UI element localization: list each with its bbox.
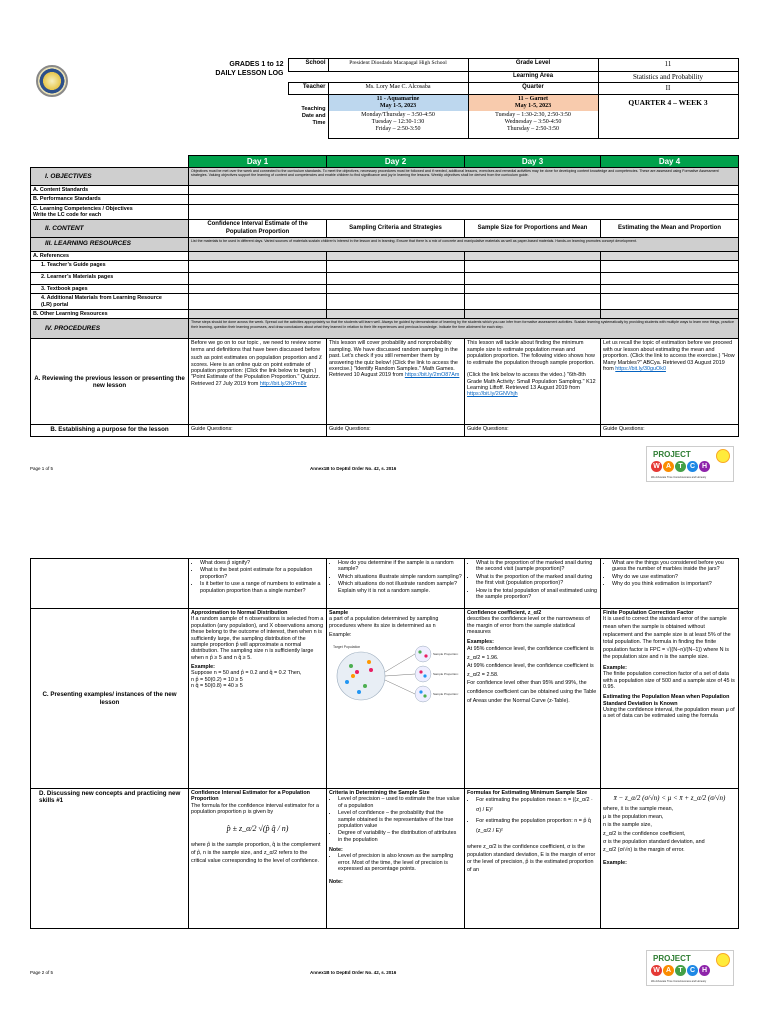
date-label: Teaching Date and Time bbox=[301, 106, 326, 126]
tg-label: 1. Teacher’s Guide pages bbox=[31, 260, 189, 272]
questions-day2: • How do you determine if the sample is a random sample? • Which situations illustrate simple random sampling? • Which situations do not illustrate random sample? Explain why it is not a random sample. bbox=[327, 559, 465, 609]
content-day1: Confidence Interval Estimate of the Population Proportion bbox=[189, 220, 327, 237]
references-label: A. References bbox=[31, 251, 189, 260]
other-resources-label: B. Other Learning Resources bbox=[31, 310, 189, 319]
review-day4-link[interactable]: https://bit.ly/30guOk0 bbox=[615, 365, 666, 372]
footer-2-annex: Annex1B to DepEd Order No. 42, s. 2016 bbox=[310, 970, 397, 975]
svg-text:Sample Proportion 3: Sample Proportion 3 bbox=[433, 691, 459, 696]
quarter-label: Quarter bbox=[468, 83, 598, 94]
day-2-header: Day 2 bbox=[327, 155, 465, 167]
sample-circle-2 bbox=[415, 666, 431, 682]
questions-day1: • What does p̂ signify? • What is the best point estimate for a population proportion? • Is it better to use a range of numbers to estimate a population proportion than a single number? bbox=[189, 559, 327, 609]
log-title: DAILY LESSON LOG bbox=[215, 69, 284, 77]
presenting-day1: Approximation to Normal Distribution If a random sample of n observations is selected from a population (any population), and X observations among these belong to the outcome of interest, then when n is sufficiently large, the sampling distribution of the sample proportion p̂ will approximate a normal distribution. The sampling size n is sufficiently large when n p̂ ≥ 5 and n q̂ ≥ 5. Example: Suppose n = 50 and p̂ = 0.2 and q̂ = 0.2 Then, n p̂ = 50(0.2) = 10 ≥ 5 n q̂ = 50(0.8) = 40 ≥ 5 bbox=[189, 609, 327, 789]
grades-label: GRADES 1 to 12 bbox=[229, 60, 284, 68]
discussing-day4: x̄ − z_α/2 (σ/√n) < μ < x̄ + z_α/2 (σ/√n) where, x̄ is the sample mean, μ is the population mean, n is the sample size, z_α/2 is the confidence coefficient, σ is the population standard deviation, and z_α/2 (σ/√n) is the margin of error. Example: bbox=[601, 789, 739, 929]
teacher-label: Teacher bbox=[288, 83, 328, 94]
purpose-day3: Guide Questions: bbox=[465, 425, 601, 437]
review-day3: This lesson will tackle about finding the minimum sample size to estimate population mean and population proportion. The following video shows how to estimate the population through sample proportion. (Click the link below to access the video.) "6th-8th Grade Math Activity: Small Population Sampling." K12 Learning Liftoff. Retrieved 13 August 2019 from https://bit.ly/2GNVhjh bbox=[465, 339, 601, 425]
resources-heading: III. LEARNING RESOURCES bbox=[31, 237, 189, 251]
figure-title: Target Population bbox=[333, 644, 361, 649]
performance-standards-value bbox=[189, 195, 739, 204]
footer-1-annex: Annex1B to DepEd Order No. 42, s. 2016 bbox=[310, 466, 397, 471]
questions-day3: • What is the proportion of the marked snail during the second visit (sample proportion)? • What is the proportion of the marked snail during the first visit (population proportion)? • How is the total population of snail estimated using the sample proportion? bbox=[465, 559, 601, 609]
lesson-table-continued bbox=[30, 558, 739, 929]
section1-name: 11 - Aquamarine bbox=[376, 95, 420, 102]
additional-label: 4. Additional Materials from Learning Resource (LR) portal bbox=[31, 294, 189, 310]
review-day2: This lesson will cover probability and nonprobability sampling. We have discussed random sampling in the past. Let's check if you still remember them by answering the quiz below! (Click the link to access the exercise.) "Identify Random Samples." Math Games. Retrieved 10 August 2019 from https://bit.ly/2mO87Am bbox=[327, 339, 465, 425]
svg-text:Sample Proportion 2: Sample Proportion 2 bbox=[433, 671, 459, 676]
objectives-heading: I. OBJECTIVES bbox=[31, 167, 189, 185]
learning-area-label: Learning Area bbox=[468, 72, 598, 83]
svg-text:Sample Proportion 1: Sample Proportion 1 bbox=[433, 651, 459, 656]
project-watch-logo-1: PROJECT W A T C H We Advocate Time Consciousness and Honesty bbox=[646, 446, 734, 482]
section2-date: May 1-5, 2023 bbox=[514, 102, 552, 109]
review-day3-link[interactable]: https://bit.ly/2GNVhjh bbox=[467, 391, 518, 398]
discussing-label: D. Discussing new concepts and practicing new skills #1 bbox=[31, 789, 189, 929]
teacher-value: Ms. Lory Mae C. Alcosaba bbox=[328, 83, 468, 94]
project-watch-logo-2: PROJECT W A T C H We Advocate Time Consciousness and Honesty bbox=[646, 950, 734, 986]
page-2 bbox=[30, 558, 738, 929]
purpose-day4: Guide Questions: bbox=[601, 425, 739, 437]
competencies-value bbox=[189, 204, 739, 220]
discussing-day3: Formulas for Estimating Minimum Sample Size • For estimating the population mean: n = ((z_α/2 · σ) / E)² • For estimating the population proportion: n = p̂ q̂ (z_α/2 / E)² where z_α/2 is the confidence coefficient, σ is the population standard deviation, E is the margin of error or the level of precision, p̂ is the estimated proportion of an bbox=[465, 789, 601, 929]
content-standards-value bbox=[189, 185, 739, 194]
section1-times: Monday/Thursday – 3:50-4:50 Tuesday – 12:30-1:30 Friday – 2:50-3:50 bbox=[361, 111, 435, 132]
discussing-day2: Criteria in Determining the Sample Size • Level of precision – used to estimate the true value of a population • Level of confidence – the probability that the sample obtained is the representative of the true population value • Degree of variability – the distribution of attributes in the population Note: • Level of precision is also known as the sampling error. Most of the time, the level of precision is expressed as percentage points. Note: bbox=[327, 789, 465, 929]
smiley-icon bbox=[716, 449, 730, 463]
content-day2: Sampling Criteria and Strategies bbox=[327, 220, 465, 237]
header-table bbox=[30, 58, 739, 139]
learning-area-value: Statistics and Probability bbox=[598, 72, 738, 83]
school-value: President Diosdado Macapagal High School bbox=[328, 59, 468, 72]
discussing-day1: Confidence Interval Estimator for a Population Proportion The formula for the confidence interval estimator for a population proportion p is given by p̂ ± z_α/2 √(p̂ q̂ / n) where p̂ is the sample proportion, q̂ is the complement of p̂, n is the sample size, and z_α/2 refers to the critical value corresponding to the level of confidence. bbox=[189, 789, 327, 929]
section1-cell bbox=[328, 94, 468, 138]
section2-times: Tuesday – 1:30-2:30, 2:50-3:50 Wednesday – 3:50-4:50 Thursday – 2:50-3:50 bbox=[495, 111, 571, 132]
ci-formula: p̂ ± z_α/2 √(p̂ q̂ / n) bbox=[226, 823, 289, 833]
footer-2-page: Page 2 of 5 bbox=[30, 970, 54, 975]
review-day1: Before we go on to our topic , we need to review some terms and definitions that have been discussed before such as point estimates on population proportion and z scores. Here is an online quiz on point estimate of population proportion: (Click the link below to begin.) "Point Estimate of the Population Proportion." Quizizz. Retrieved 27 July 2019 from http://bit.ly/2KPm8ir bbox=[189, 339, 327, 425]
competencies-label: C. Learning Competencies / Objectives Write the LC code for each bbox=[31, 204, 189, 220]
day-3-header: Day 3 bbox=[465, 155, 601, 167]
section1-date: May 1-5, 2023 bbox=[379, 102, 417, 109]
day-1-header: Day 1 bbox=[189, 155, 327, 167]
week-label: QUARTER 4 – WEEK 3 bbox=[598, 94, 738, 138]
section2-cell bbox=[468, 94, 598, 138]
resources-note: List the materials to be used in different days. Varied sources of materials sustain children’s interest in the lesson and in learning. Ensure that there is a mix of concrete and manipulative materials as well as paper-based materials. Hands-on learning promotes concept development. bbox=[189, 237, 739, 251]
quarter-value: II bbox=[598, 83, 738, 94]
grade-level-value: 11 bbox=[598, 59, 738, 72]
sample-circle-3 bbox=[415, 686, 431, 702]
review-day2-link[interactable]: https://bit.ly/2mO87Am bbox=[404, 372, 460, 379]
population-circle bbox=[337, 652, 385, 700]
purpose-day1: Guide Questions: bbox=[189, 425, 327, 437]
reviewing-label: A. Reviewing the previous lesson or presenting the new lesson bbox=[31, 339, 189, 425]
content-day3: Sample Size for Proportions and Mean bbox=[465, 220, 601, 237]
smiley-icon bbox=[716, 953, 730, 967]
purpose-day2: Guide Questions: bbox=[327, 425, 465, 437]
presenting-day2: Sample a part of a population determined by sampling procedures where its size is determined as n Example: Target Population Sample Proportion 1 Sample Proportion 2 Sample Proportion 3 bbox=[327, 609, 465, 789]
sample-population-figure bbox=[329, 642, 459, 704]
footer-1-page: Page 1 of 5 bbox=[30, 466, 54, 471]
textbook-label: 3. Textbook pages bbox=[31, 284, 189, 293]
content-day4: Estimating the Mean and Proportion bbox=[601, 220, 739, 237]
school-label: School bbox=[288, 59, 328, 72]
objectives-note: Objectives must be met over the week and connected to the curriculum standards. To meet the objectives, necessary procedures must be followed and if needed, additional lessons, exercises and remedial activities may be done for developing content knowledge and competencies. These are assessed using Formative Assessment strategies. Valuing objectives support the learning of content and competencies and enable children to find significance and joy in learning the lessons. Weekly objectives shall be derived from the curriculum guide. bbox=[189, 167, 739, 185]
performance-standards-label: B. Performance Standards bbox=[31, 195, 189, 204]
presenting-day4: Finite Population Correction Factor It is used to correct the standard error of the sample mean when the sample is obtained without replacement and the sample size is at least 5% of the total population. The formula in finding the finite population factor is FPC = √((N−n)/(N−1)) where N is the population size and n is the sample size. Example: The finite population correction factor of a set of data with a population size of 500 and a sample size of 45 is 0.95. Estimating the Population Mean when Population Standard Deviation is Known Using the confidence interval, the population mean μ of a set of data can be estimated using the formula bbox=[601, 609, 739, 789]
header-logo-cell bbox=[30, 59, 288, 139]
section2-name: 11 – Garnet bbox=[518, 95, 548, 102]
content-heading: II. CONTENT bbox=[31, 220, 189, 237]
presenting-label: C. Presenting examples/ instances of the new lesson bbox=[31, 609, 189, 789]
content-standards-label: A. Content Standards bbox=[31, 185, 189, 194]
questions-day4: • What are the things you considered before you guess the number of marbles inside the jars? • Why do we use estimation? • Why do you think estimation is important? bbox=[601, 559, 739, 609]
mean-ci-formula: x̄ − z_α/2 (σ/√n) < μ < x̄ + z_α/2 (σ/√n) bbox=[613, 794, 726, 802]
day-4-header: Day 4 bbox=[601, 155, 739, 167]
review-day1-link[interactable]: http://bit.ly/2KPm8ir bbox=[259, 380, 307, 387]
deped-seal-logo bbox=[36, 65, 68, 97]
lesson-table bbox=[30, 155, 739, 438]
page-1 bbox=[30, 58, 738, 437]
lm-label: 2. Learner’s Materials pages bbox=[31, 272, 189, 284]
procedures-heading: IV. PROCEDURES bbox=[31, 319, 189, 339]
review-day4: Let us recall the topic of estimation before we proceed with our lesson about estimating the mean and proportion. (Click the link to access the exercise.) "How Many Marbles?" ABCya. Retrieved 03 August 2019 from https://bit.ly/30guOk0 bbox=[601, 339, 739, 425]
procedures-note: These steps should be done across the week. Spread out the activities appropriately so that the students will learn well. Always be guided by demonstration of learning by the students which you can infer from formative assessment activities. Sustain learning systematically by providing students with multiple ways to learn new things, practice their learning, question their learning processes, and draw conclusions about what they learned in relation to their life experiences and previous knowledge. Indicate the time allotment for each step. bbox=[189, 319, 739, 339]
sample-circle-1 bbox=[415, 646, 431, 662]
purpose-label: B. Establishing a purpose for the lesson bbox=[31, 425, 189, 437]
presenting-day3: Confidence coefficient, z_α/2 describes the confidence level or the narrowness of the margin of error from the sample statistical measures Examples: At 95% confidence level, the confidence coefficient is z_α/2 = 1.96. At 99% confidence level, the confidence coefficient is z_α/2 = 2.58. For confidence level other than 95% and 99%, the confidence coefficient can be obtained using the Table of Areas under the Normal Curve (z-Table). bbox=[465, 609, 601, 789]
grade-level-label: Grade Level bbox=[468, 59, 598, 72]
